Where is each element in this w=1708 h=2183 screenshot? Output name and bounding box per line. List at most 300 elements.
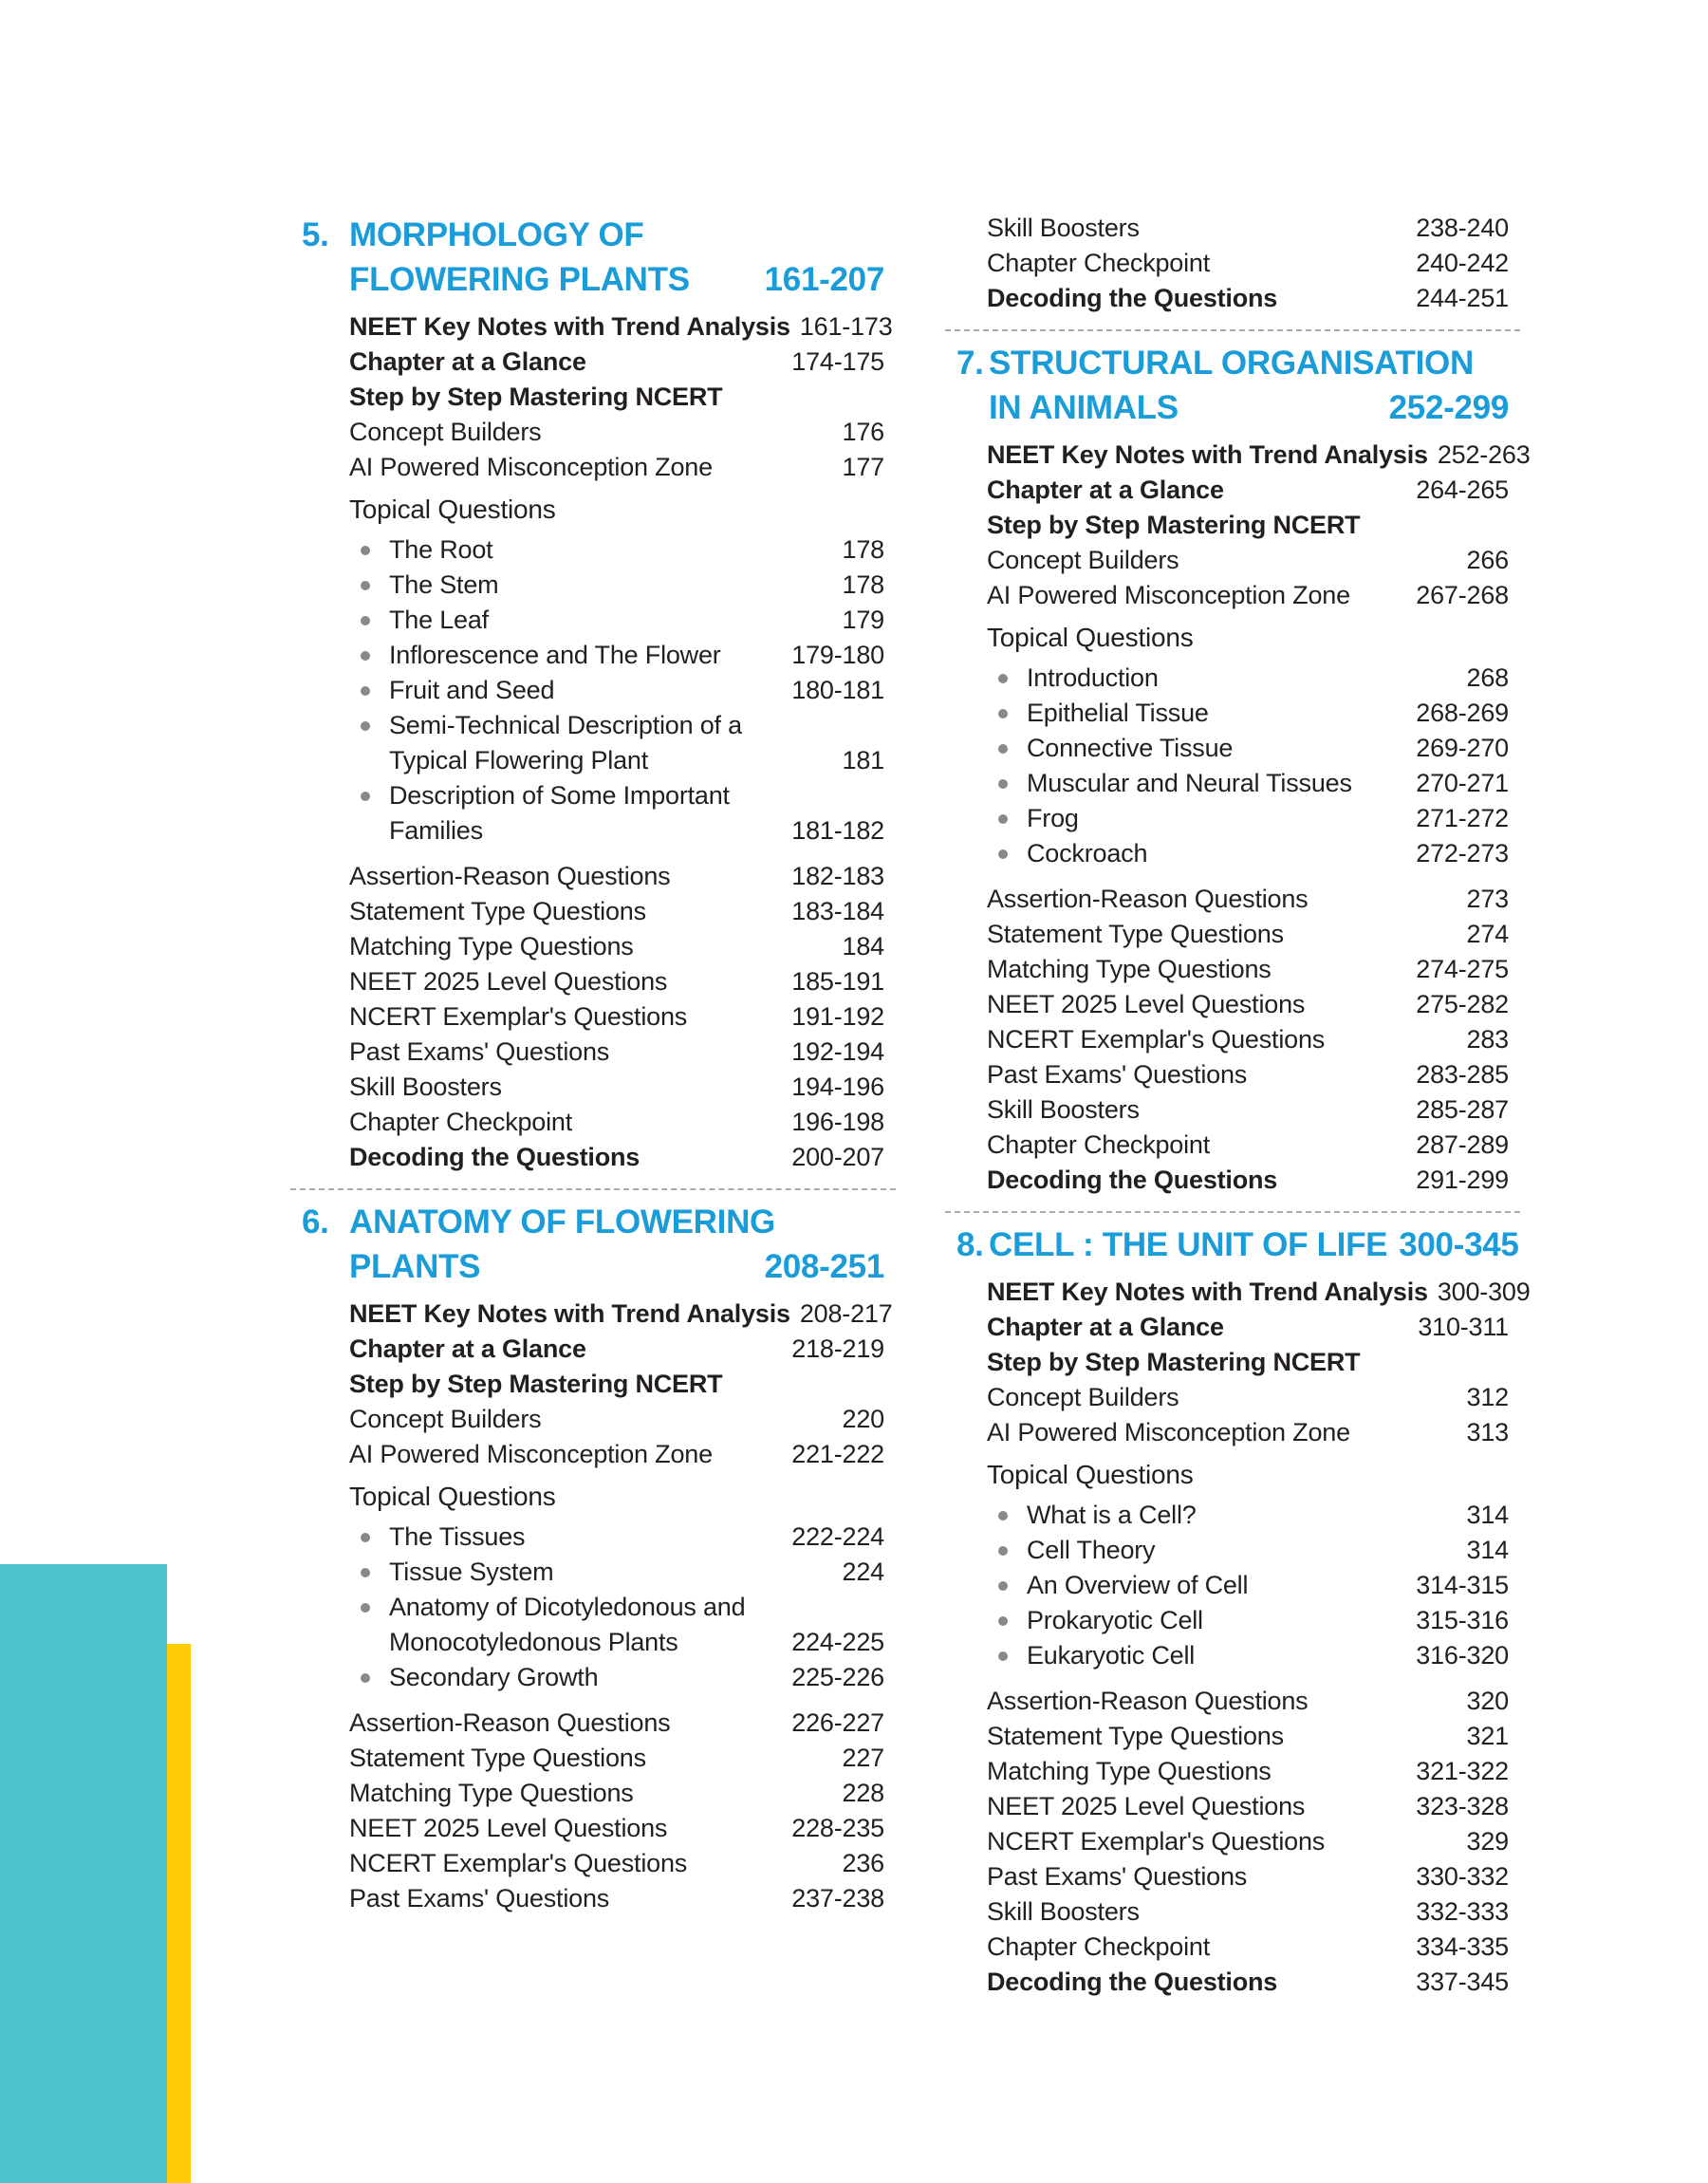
bullet-icon	[998, 1616, 1008, 1626]
toc-entry	[349, 1367, 884, 1402]
toc-entry-pages: 227	[842, 1744, 884, 1772]
toc-subtopic	[987, 1568, 1509, 1603]
toc-entry-label: Assertion-Reason Questions	[987, 1687, 1309, 1715]
toc-entry-label: Chapter at a Glance	[349, 347, 586, 376]
chapter-number: 5.	[302, 216, 329, 253]
chapter-title-line	[349, 257, 884, 302]
toc-entry-pages: 226-227	[791, 1708, 884, 1737]
toc-entry	[987, 543, 1509, 578]
toc-subtopic-body	[349, 638, 721, 673]
toc-entry-label: Step by Step Mastering NCERT	[349, 1370, 723, 1398]
toc-entry-label: NEET Key Notes with Trend Analysis	[987, 440, 1428, 469]
toc-subtopic-body	[987, 801, 1079, 836]
toc-entry	[987, 1824, 1509, 1859]
bullet-icon	[998, 1546, 1008, 1556]
toc-entry-pages: 183-184	[791, 897, 884, 925]
toc-entry-pages: 252-263	[1437, 440, 1531, 469]
toc-entry-pages: 200-207	[791, 1143, 884, 1171]
toc-subtopic	[349, 532, 884, 568]
toc-subtopic-pages: 178	[842, 570, 884, 599]
chapter-number: 6.	[302, 1203, 329, 1241]
topical-questions-header: Topical Questions	[349, 494, 556, 524]
toc-subtopic-pages: 225-226	[791, 1663, 884, 1691]
chapter-title-line	[349, 1200, 884, 1244]
chapter-title-text: FLOWERING PLANTS	[349, 261, 690, 298]
toc-entry	[349, 929, 884, 964]
toc-entry-pages: 310-311	[1418, 1313, 1509, 1341]
toc-subtopic-pages: 224-225	[791, 1628, 884, 1656]
bullet-icon	[361, 1568, 370, 1577]
toc-entry-label: Skill Boosters	[987, 214, 1140, 242]
toc-entry-pages: 238-240	[1416, 214, 1509, 242]
toc-entry-label: AI Powered Misconception Zone	[349, 1440, 713, 1468]
toc-entry-pages: 321-322	[1416, 1757, 1509, 1785]
toc-subtopic-label: Tissue System	[389, 1558, 554, 1586]
toc-entry-label: Assertion-Reason Questions	[987, 885, 1309, 913]
toc-entry-label: Chapter Checkpoint	[987, 249, 1211, 277]
toc-entry	[987, 917, 1509, 952]
toc-entry-pages: 283	[1466, 1025, 1509, 1054]
toc-entry	[349, 1846, 884, 1881]
toc-entry-label: Chapter Checkpoint	[987, 1130, 1211, 1159]
toc-entry-pages: 221-222	[791, 1440, 884, 1468]
toc-column-left	[302, 211, 893, 1916]
bullet-icon	[998, 1581, 1008, 1591]
toc-entry	[349, 1035, 884, 1070]
toc-entry	[349, 1741, 884, 1776]
toc-entry	[987, 1894, 1509, 1930]
toc-entry-label: NEET 2025 Level Questions	[349, 967, 668, 996]
toc-entry-label: NEET 2025 Level Questions	[987, 1792, 1306, 1820]
toc-subtopic-pages: 314	[1466, 1501, 1509, 1529]
toc-subtopic-pages: 178	[842, 535, 884, 564]
bullet-icon	[998, 1511, 1008, 1521]
toc-entry-pages: 313	[1466, 1418, 1509, 1446]
toc-subtopic	[987, 1638, 1509, 1673]
toc-subtopic-body	[987, 731, 1233, 766]
toc-subtopic-label: Frog	[1027, 804, 1079, 832]
toc-entry-pages: 323-328	[1416, 1792, 1509, 1820]
toc-entry-pages: 240-242	[1416, 249, 1509, 277]
bullet-icon	[998, 849, 1008, 859]
toc-subtopic-body	[349, 603, 489, 638]
toc-entry-label: Matching Type Questions	[349, 1779, 634, 1807]
toc-entry-label: Matching Type Questions	[349, 932, 634, 961]
toc-subtopic	[987, 661, 1509, 696]
toc-subtopic-body	[349, 1590, 782, 1660]
toc-entry-label: Statement Type Questions	[349, 897, 646, 925]
toc-entry	[349, 894, 884, 929]
toc-entry-label: Skill Boosters	[987, 1897, 1140, 1926]
toc-subtopic-pages: 268-269	[1416, 699, 1509, 727]
toc-subtopic	[987, 731, 1509, 766]
toc-entry	[349, 415, 884, 450]
chapter-title	[349, 213, 884, 302]
toc-entry-pages: 283-285	[1416, 1060, 1509, 1089]
toc-entry-label: Skill Boosters	[987, 1095, 1140, 1124]
toc-entry	[349, 1105, 884, 1140]
toc-entry-label: Matching Type Questions	[987, 955, 1272, 983]
toc-entry-pages: 321	[1466, 1722, 1509, 1750]
topical-questions-header: Topical Questions	[987, 623, 1194, 652]
toc-entry-label: NCERT Exemplar's Questions	[349, 1849, 688, 1877]
chapter-title-line	[349, 213, 884, 257]
toc-entry	[349, 1437, 884, 1472]
chapter-title-line	[989, 385, 1509, 430]
toc-subtopic-body	[349, 1555, 553, 1590]
toc-subtopic-label: An Overview of Cell	[1027, 1571, 1249, 1599]
toc-subtopic	[987, 836, 1509, 871]
chapter-title-line	[989, 341, 1509, 385]
toc-entry-pages: 320	[1466, 1687, 1509, 1715]
toc-subtopic	[987, 766, 1509, 801]
toc-entry-pages: 228-235	[791, 1814, 884, 1842]
toc-entry-label: NEET Key Notes with Trend Analysis	[987, 1278, 1428, 1306]
toc-entry	[987, 438, 1531, 473]
toc-entry-pages: 176	[842, 418, 884, 446]
bullet-icon	[998, 744, 1008, 754]
toc-entry	[987, 952, 1509, 987]
chapter-heading	[302, 213, 884, 302]
toc-subtopic-body	[349, 778, 782, 849]
toc-subtopic-pages: 224	[842, 1558, 884, 1586]
toc-subtopic-label: Semi-Technical Description of a Typical Flowering Plant	[389, 711, 742, 774]
chapter-heading	[956, 341, 1509, 430]
toc-subtopic-body	[987, 696, 1209, 731]
topical-questions-header: Topical Questions	[349, 1482, 556, 1511]
toc-entry-label: Decoding the Questions	[349, 1143, 640, 1171]
toc-subtopic	[349, 778, 884, 849]
toc-entry-pages: 182-183	[791, 862, 884, 890]
toc-entry-label: Chapter Checkpoint	[349, 1108, 573, 1136]
toc-entry	[987, 1057, 1509, 1092]
toc-entry-label: Step by Step Mastering NCERT	[987, 1348, 1361, 1376]
toc-entry-label: Step by Step Mastering NCERT	[349, 382, 723, 411]
toc-entry-pages: 312	[1466, 1383, 1509, 1411]
toc-entry	[987, 987, 1509, 1022]
bullet-icon	[998, 674, 1008, 683]
toc-entry-label: Statement Type Questions	[987, 1722, 1284, 1750]
toc-entry-pages: 267-268	[1416, 581, 1509, 609]
teal-decoration-block	[0, 1564, 167, 2183]
toc-entry-pages: 275-282	[1416, 990, 1509, 1018]
bullet-icon	[998, 1651, 1008, 1661]
toc-entry-label: Concept Builders	[349, 418, 542, 446]
toc-entry-label: NCERT Exemplar's Questions	[987, 1827, 1326, 1856]
toc-subtopic	[349, 708, 884, 778]
toc-subtopic-body	[349, 673, 554, 708]
toc-entry-label: Past Exams' Questions	[349, 1884, 610, 1912]
toc-entry-label: Concept Builders	[349, 1405, 542, 1433]
toc-subtopic-label: The Tissues	[389, 1522, 526, 1551]
toc-entry-label: NEET 2025 Level Questions	[349, 1814, 668, 1842]
chapter-heading	[956, 1222, 1519, 1267]
chapter-title-line	[349, 1244, 884, 1289]
toc-subtopic-pages: 181-182	[791, 816, 884, 845]
chapter-title	[989, 1222, 1519, 1267]
toc-entry-label: Skill Boosters	[349, 1073, 502, 1101]
chapter-title-text: MORPHOLOGY OF	[349, 216, 644, 253]
toc-subtopic-pages: 272-273	[1416, 839, 1509, 868]
toc-entry	[987, 211, 1509, 246]
toc-entry	[349, 1070, 884, 1105]
toc-entry-label: AI Powered Misconception Zone	[987, 581, 1350, 609]
chapter-title-text: STRUCTURAL ORGANISATION	[989, 345, 1474, 382]
toc-entry-pages: 287-289	[1416, 1130, 1509, 1159]
toc-subtopic-label: Eukaryotic Cell	[1027, 1641, 1196, 1670]
toc-entry	[349, 964, 884, 999]
bullet-icon	[361, 1673, 370, 1683]
toc-entry-pages: 184	[842, 932, 884, 961]
toc-entry	[987, 1789, 1509, 1824]
toc-entry	[349, 345, 884, 380]
toc-entry	[349, 1776, 884, 1811]
toc-subtopic-label: Inflorescence and The Flower	[389, 641, 721, 669]
toc-subtopic-body	[987, 766, 1352, 801]
toc-entry	[987, 1275, 1531, 1310]
toc-subtopic	[987, 1498, 1509, 1533]
toc-entry	[987, 1930, 1509, 1965]
toc-entry-pages: 237-238	[791, 1884, 884, 1912]
toc-subtopic-label: What is a Cell?	[1027, 1501, 1197, 1529]
toc-entry-label: NEET Key Notes with Trend Analysis	[349, 312, 790, 341]
toc-subtopic-label: Introduction	[1027, 663, 1159, 692]
toc-entry	[987, 1092, 1509, 1128]
toc-entry-label: Chapter at a Glance	[987, 1313, 1224, 1341]
chapter-page-range: 300-345	[1399, 1226, 1519, 1263]
toc-entry	[349, 1297, 893, 1332]
toc-subtopic-label: The Leaf	[389, 606, 489, 634]
bullet-icon	[361, 546, 370, 555]
toc-entry-label: Past Exams' Questions	[987, 1060, 1248, 1089]
toc-entry-label: Concept Builders	[987, 546, 1179, 574]
chapter-title-line	[989, 1222, 1519, 1267]
toc-entry	[987, 882, 1509, 917]
toc-entry-pages: 337-345	[1416, 1968, 1509, 1996]
toc-entry	[987, 1163, 1509, 1198]
toc-subtopic-label: Anatomy of Dicotyledonous and Monocotyledonous Plants	[389, 1593, 746, 1656]
chapter-page-range: 208-251	[764, 1248, 884, 1285]
toc-entry-pages: 185-191	[791, 967, 884, 996]
toc-subtopic-body	[349, 532, 492, 568]
toc-subtopic-label: Description of Some Important Families	[389, 781, 730, 845]
chapter-title-text: IN ANIMALS	[989, 389, 1179, 426]
toc-subtopic-body	[349, 1660, 598, 1695]
toc-entry-pages: 334-335	[1416, 1932, 1509, 1961]
toc-entry-pages: 194-196	[791, 1073, 884, 1101]
toc-entry-label: Chapter Checkpoint	[987, 1932, 1211, 1961]
toc-entry-label: AI Powered Misconception Zone	[987, 1418, 1350, 1446]
toc-entry	[987, 578, 1509, 613]
toc-subtopic-label: Secondary Growth	[389, 1663, 599, 1691]
toc-entry-pages: 228	[842, 1779, 884, 1807]
chapter-title	[349, 1200, 884, 1289]
toc-entry-label: Chapter at a Glance	[349, 1334, 586, 1363]
toc-subtopic-pages: 271-272	[1416, 804, 1509, 832]
toc-subtopic-label: Connective Tissue	[1027, 734, 1234, 762]
toc-entry	[987, 508, 1509, 543]
toc-entry-pages: 330-332	[1416, 1862, 1509, 1891]
toc-entry-pages: 285-287	[1416, 1095, 1509, 1124]
toc-entry-label: Decoding the Questions	[987, 1166, 1278, 1194]
toc-subtopic-pages: 270-271	[1416, 769, 1509, 797]
toc-entry-pages: 196-198	[791, 1108, 884, 1136]
toc-subtopic	[349, 1555, 884, 1590]
toc-entry-label: AI Powered Misconception Zone	[349, 453, 713, 481]
toc-entry-pages: 161-173	[799, 312, 893, 341]
toc-entry-label: Assertion-Reason Questions	[349, 1708, 671, 1737]
toc-subtopic-body	[987, 661, 1159, 696]
toc-entry-pages: 218-219	[791, 1334, 884, 1363]
toc-subtopic-label: Cell Theory	[1027, 1536, 1156, 1564]
toc-subtopic-body	[987, 1498, 1197, 1533]
toc-subtopic	[987, 801, 1509, 836]
bullet-icon	[998, 709, 1008, 718]
toc-subtopic	[349, 1660, 884, 1695]
toc-subtopic-label: The Root	[389, 535, 493, 564]
toc-subtopic-pages: 179	[842, 606, 884, 634]
bullet-icon	[998, 814, 1008, 824]
toc-subtopic-body	[987, 1638, 1195, 1673]
toc-entry	[987, 1345, 1509, 1380]
toc-entry	[349, 1140, 884, 1175]
toc-subtopic-body	[987, 1568, 1248, 1603]
bullet-icon	[361, 1533, 370, 1542]
toc-subtopic-label: Fruit and Seed	[389, 676, 555, 704]
toc-entry-pages: 274-275	[1416, 955, 1509, 983]
chapter-heading	[302, 1200, 884, 1289]
toc-entry-label: Statement Type Questions	[349, 1744, 646, 1772]
bullet-icon	[361, 686, 370, 696]
toc-subtopic-label: The Stem	[389, 570, 499, 599]
toc-entry	[987, 1128, 1509, 1163]
toc-entry-label: Chapter at a Glance	[987, 476, 1224, 504]
chapter-title-text: PLANTS	[349, 1248, 481, 1285]
toc-entry	[987, 1859, 1509, 1894]
toc-subtopic-label: Muscular and Neural Tissues	[1027, 769, 1352, 797]
bullet-icon	[361, 651, 370, 661]
toc-entry-pages: 192-194	[791, 1037, 884, 1066]
toc-entry-label: NCERT Exemplar's Questions	[349, 1002, 688, 1031]
toc-entry	[349, 1402, 884, 1437]
toc-entry	[349, 450, 884, 485]
toc-entry-pages: 208-217	[799, 1299, 893, 1328]
toc-entry-pages: 236	[842, 1849, 884, 1877]
section-divider	[290, 1188, 896, 1190]
toc-entry	[349, 1811, 884, 1846]
toc-subtopic-pages: 222-224	[791, 1522, 884, 1551]
toc-subtopic	[349, 568, 884, 603]
toc-entry-label: Statement Type Questions	[987, 920, 1284, 948]
toc-subtopic	[349, 1520, 884, 1555]
section-divider	[945, 1211, 1520, 1213]
toc-entry	[987, 1380, 1509, 1415]
toc-entry-pages: 177	[842, 453, 884, 481]
toc-subtopic-label: Cockroach	[1027, 839, 1148, 868]
toc-entry	[349, 1881, 884, 1916]
toc-entry	[987, 246, 1509, 281]
bullet-icon	[361, 792, 370, 801]
toc-entry-pages: 191-192	[791, 1002, 884, 1031]
toc-subtopic-pages: 316-320	[1416, 1641, 1509, 1670]
toc-subtopic-pages: 314	[1466, 1536, 1509, 1564]
toc-subtopic-pages: 179-180	[791, 641, 884, 669]
toc-entry-pages: 291-299	[1416, 1166, 1509, 1194]
toc-subtopic-body	[349, 1520, 525, 1555]
bullet-icon	[361, 581, 370, 590]
toc-entry	[349, 380, 884, 415]
toc-subtopic-label: Epithelial Tissue	[1027, 699, 1209, 727]
toc-entry	[987, 281, 1509, 316]
toc-subtopic	[349, 603, 884, 638]
toc-entry-label: Past Exams' Questions	[987, 1862, 1248, 1891]
toc-entry	[987, 1415, 1509, 1450]
toc-entry-pages: 329	[1466, 1827, 1509, 1856]
toc-entry-label: Decoding the Questions	[987, 1968, 1278, 1996]
chapter-page-range: 161-207	[764, 261, 884, 298]
toc-entry	[987, 473, 1509, 508]
toc-column-right	[956, 211, 1531, 2000]
toc-subtopic	[987, 1603, 1509, 1638]
toc-subtopic	[349, 673, 884, 708]
chapter-page-range: 252-299	[1388, 389, 1509, 426]
toc-entry-label: Concept Builders	[987, 1383, 1179, 1411]
toc-entry-pages: 220	[842, 1405, 884, 1433]
toc-entry-pages: 300-309	[1437, 1278, 1531, 1306]
toc-entry	[987, 1965, 1509, 2000]
chapter-title-text: CELL : THE UNIT OF LIFE	[989, 1226, 1388, 1263]
chapter-number: 8.	[956, 1226, 984, 1263]
toc-entry-pages: 266	[1466, 546, 1509, 574]
toc-subtopic-pages: 315-316	[1416, 1606, 1509, 1634]
toc-entry-pages: 274	[1466, 920, 1509, 948]
toc-entry	[349, 859, 884, 894]
toc-subtopic	[987, 1533, 1509, 1568]
toc-entry-label: NEET 2025 Level Questions	[987, 990, 1306, 1018]
toc-entry-label: Matching Type Questions	[987, 1757, 1272, 1785]
toc-entry-label: NCERT Exemplar's Questions	[987, 1025, 1326, 1054]
toc-entry-pages: 273	[1466, 885, 1509, 913]
toc-subtopic	[349, 638, 884, 673]
toc-subtopic-label: Prokaryotic Cell	[1027, 1606, 1203, 1634]
toc-entry	[987, 1719, 1509, 1754]
bullet-icon	[361, 721, 370, 731]
toc-subtopic-pages: 181	[842, 746, 884, 774]
bullet-icon	[998, 779, 1008, 789]
toc-subtopic	[987, 696, 1509, 731]
toc-entry	[987, 1684, 1509, 1719]
toc-entry-label: Assertion-Reason Questions	[349, 862, 671, 890]
toc-entry-pages: 244-251	[1416, 284, 1509, 312]
toc-subtopic-body	[349, 568, 498, 603]
toc-entry	[349, 1332, 884, 1367]
toc-subtopic-pages: 268	[1466, 663, 1509, 692]
toc-subtopic-body	[987, 1603, 1203, 1638]
toc-entry-pages: 332-333	[1416, 1897, 1509, 1926]
toc-subtopic-body	[987, 1533, 1155, 1568]
chapter-number: 7.	[956, 345, 984, 382]
toc-subtopic-pages: 269-270	[1416, 734, 1509, 762]
toc-entry	[987, 1754, 1509, 1789]
topical-questions-header: Topical Questions	[987, 1460, 1194, 1489]
chapter-title	[989, 341, 1509, 430]
toc-entry-label: Decoding the Questions	[987, 284, 1278, 312]
toc-subtopic-pages: 314-315	[1416, 1571, 1509, 1599]
toc-entry-pages: 264-265	[1416, 476, 1509, 504]
toc-entry	[349, 1706, 884, 1741]
bullet-icon	[361, 616, 370, 625]
toc-subtopic-body	[349, 708, 807, 778]
